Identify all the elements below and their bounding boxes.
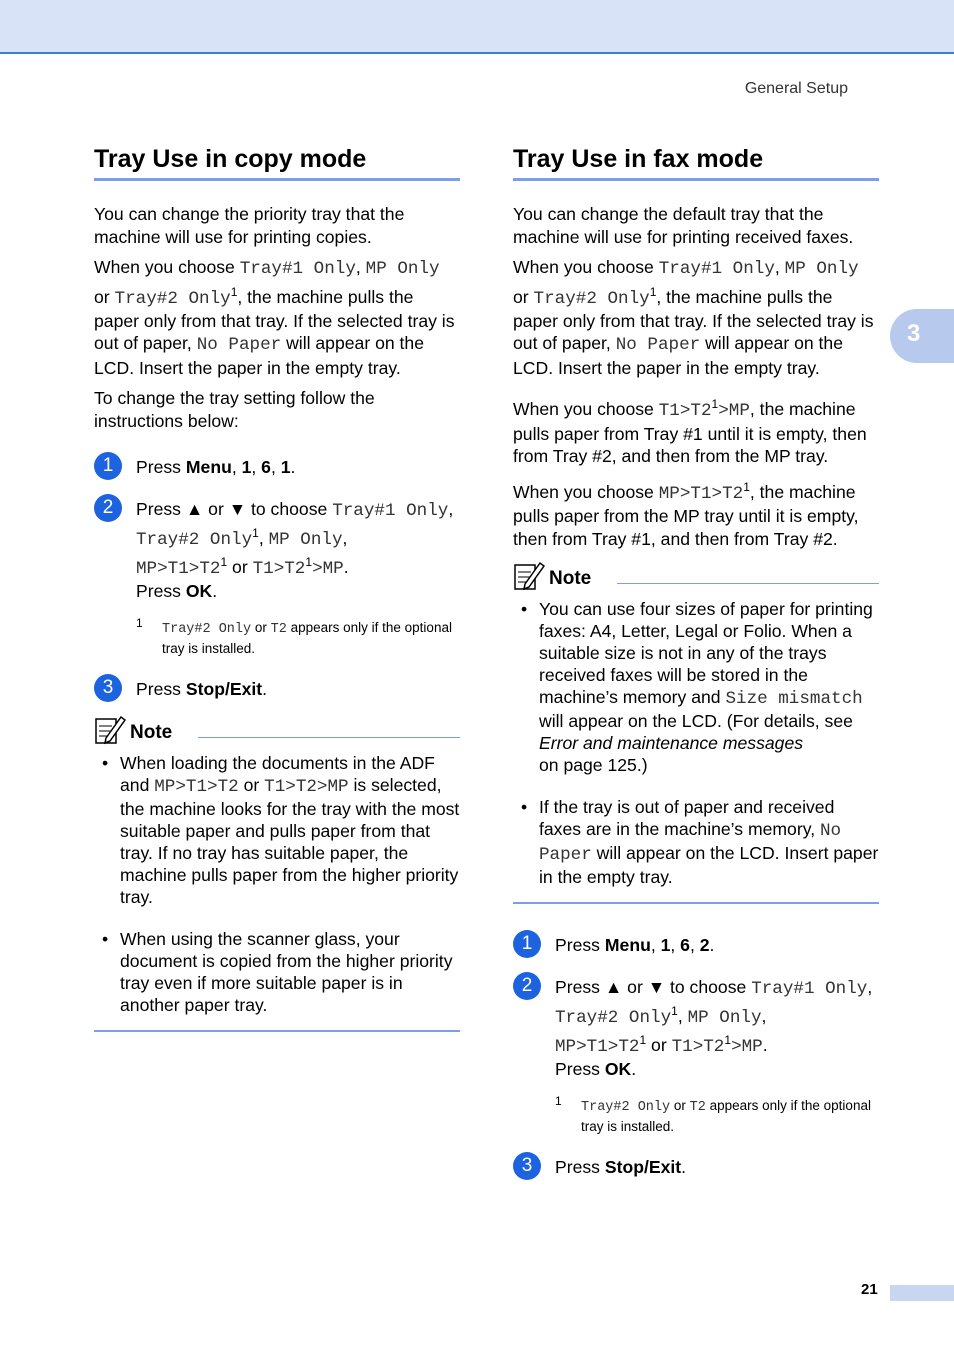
tray-choice-paragraph: When you choose Tray#1 Only, MP Only or Tray#2 Only$^1$, the machine pulls the paper only from that tray. If the selected tray is out of paper, No Paper will appear on the LCD. Insert the paper in the empty tray. bbox=[94, 257, 455, 378]
list-item: • You can use four sizes of paper for printing faxes: A4, Letter, Legal or Folio. When a suitable size is not in any of the trays received faxes will be stored in the machine’s memory and Size mismatch will appear on the LCD. (For details, see Error and maintenance messages on page 125.) bbox=[513, 598, 879, 776]
note-title: Note bbox=[130, 722, 173, 744]
step-number-1: 1 bbox=[513, 930, 541, 958]
list-item: • When using the scanner glass, your document is copied from the higher priority tray even if more suitable paper is in another paper tray. bbox=[94, 928, 460, 1016]
step-2: 2 Press ▲ or ▼ to choose Tray#1 Only, Tray#2 Only$^1$, MP Only, $MP>T1>T2^1$ or $T1>T2^1>MP$. Press OK. bbox=[513, 976, 879, 1080]
note-title: Note bbox=[549, 568, 592, 590]
section-title-fax: Tray Use in fax mode bbox=[513, 140, 879, 181]
top-color-band bbox=[0, 0, 954, 54]
note-pencil-icon bbox=[94, 714, 126, 746]
tray-choice-paragraph: When you choose Tray#1 Only, MP Only or Tray#2 Only$^1$, the machine pulls the paper only from that tray. If the selected tray is out of paper, No Paper will appear on the LCD. Insert the paper in the empty tray. bbox=[513, 257, 874, 378]
note-box bbox=[513, 564, 879, 904]
note-pencil-icon bbox=[513, 560, 545, 592]
chapter-number: 3 bbox=[907, 320, 921, 347]
intro-paragraph: You can change the priority tray that the machine will use for printing copies. bbox=[94, 204, 405, 247]
note-list bbox=[94, 752, 460, 1016]
footnote: 1 Tray#2 Only or T2 appears only if the optional tray is installed. bbox=[136, 616, 452, 657]
step-number-1: 1 bbox=[94, 452, 122, 480]
step-number-3: 3 bbox=[94, 674, 122, 702]
step-1: 1 Press Menu, 1, 6, 1. bbox=[94, 456, 460, 478]
page-number: 21 bbox=[861, 1281, 878, 1298]
step-number-2: 2 bbox=[513, 972, 541, 1000]
step-2: 2 Press ▲ or ▼ to choose Tray#1 Only, Tray#2 Only$^1$, MP Only, $MP>T1>T2^1$ or $T1>T2^1>MP$. Press OK. bbox=[94, 498, 460, 602]
note-end-rule bbox=[94, 1030, 460, 1032]
left-column bbox=[94, 140, 460, 1032]
note-end-rule bbox=[513, 902, 879, 904]
note-rule bbox=[198, 737, 460, 738]
step-3: 3 Press Stop/Exit. bbox=[513, 1156, 879, 1178]
note-box bbox=[94, 718, 460, 1032]
step-number-3: 3 bbox=[513, 1152, 541, 1180]
page-number-bar bbox=[890, 1285, 954, 1301]
list-item: • If the tray is out of paper and received faxes are in the machine’s memory, No Paper will appear on the LCD. Insert paper in the empty tray. bbox=[513, 796, 879, 888]
mp-t1-t2-paragraph: When you choose $MP>T1>T2^1$, the machine pulls paper from the MP tray until it is empty, then from Tray #1, and then from Tray #2. bbox=[513, 479, 859, 549]
t1-t2-mp-paragraph: When you choose $T1>T2^1>MP$, the machine pulls paper from Tray #1 until it is empty, then from Tray #2, and then from the MP tray. bbox=[513, 397, 867, 467]
step-1: 1 Press Menu, 1, 6, 2. bbox=[513, 934, 879, 956]
footnote: 1 Tray#2 Only or T2 appears only if the optional tray is installed. bbox=[555, 1093, 871, 1134]
list-item: • When loading the documents in the ADF and MP>T1>T2 or T1>T2>MP is selected, the machine looks for the tray with the most suitable paper and pulls paper from that tray. If no tray has suitable paper, the machine pulls paper from the higher priority tray. bbox=[94, 752, 460, 908]
section-title-copy: Tray Use in copy mode bbox=[94, 140, 460, 181]
instructions-paragraph: To change the tray setting follow the instructions below: bbox=[94, 388, 375, 431]
chapter-tab bbox=[890, 309, 954, 363]
note-list bbox=[513, 598, 879, 888]
note-rule bbox=[617, 583, 879, 584]
intro-paragraph: You can change the default tray that the machine will use for printing received faxes. bbox=[513, 204, 854, 247]
right-column bbox=[513, 140, 879, 1194]
step-number-2: 2 bbox=[94, 494, 122, 522]
running-header: General Setup bbox=[744, 80, 848, 97]
step-3: 3 Press Stop/Exit. bbox=[94, 678, 460, 700]
